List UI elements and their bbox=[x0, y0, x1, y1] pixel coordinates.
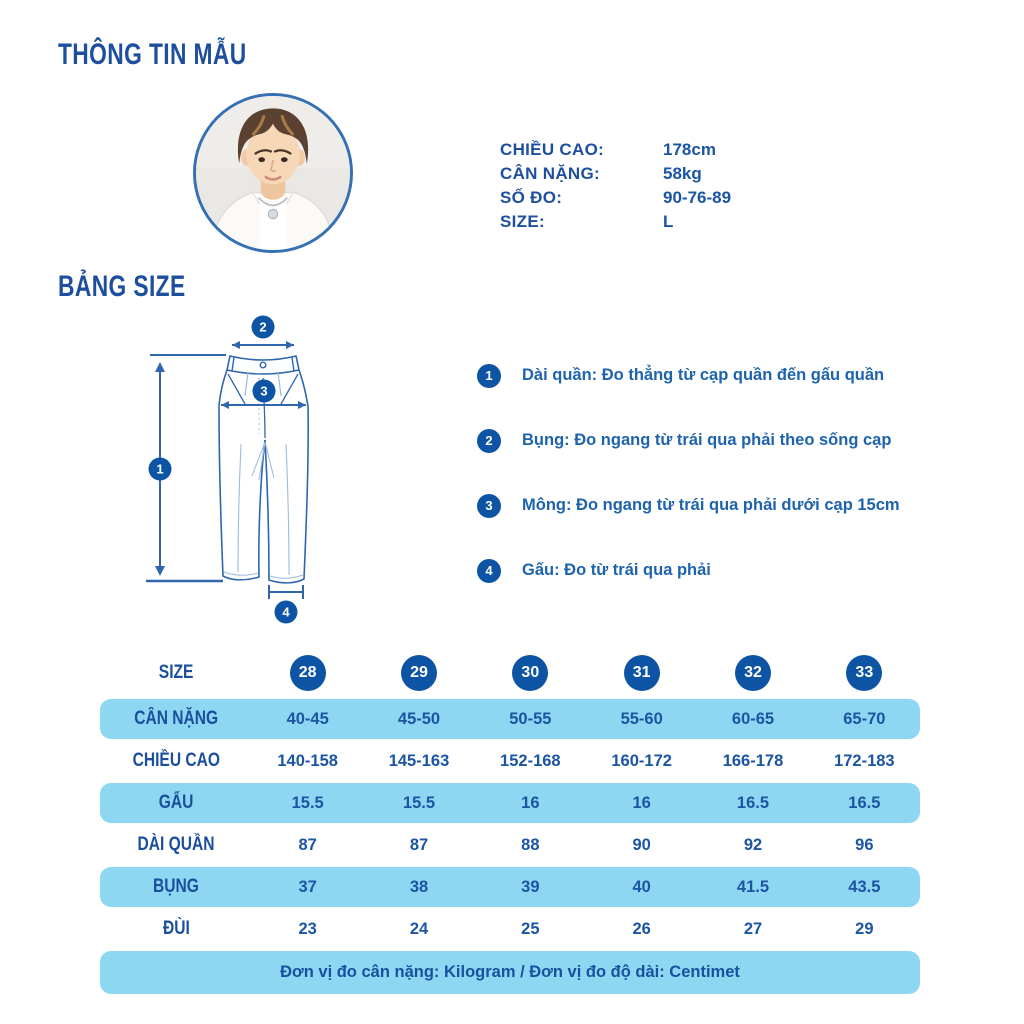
measurement-legend bbox=[477, 363, 900, 623]
diagram-marker-4 bbox=[275, 601, 298, 624]
size-chart-title bbox=[58, 270, 226, 304]
table-header-row bbox=[100, 648, 920, 698]
stat-label: SIZE: bbox=[500, 212, 545, 231]
diagram-marker-3 bbox=[253, 380, 276, 403]
table-cell: 140-158 bbox=[277, 751, 338, 770]
stat-label: CÂN NẶNG: bbox=[500, 164, 600, 183]
size-column-badge: 28 bbox=[290, 655, 326, 691]
row-label: DÀI QUẦN bbox=[137, 834, 215, 855]
table-cell: 16.5 bbox=[848, 793, 881, 812]
table-cell: 16 bbox=[632, 793, 651, 812]
legend-item-4 bbox=[477, 558, 900, 583]
size-column-badge: 32 bbox=[735, 655, 771, 691]
table-cell: 88 bbox=[521, 835, 540, 854]
diagram-marker-2 bbox=[252, 316, 275, 339]
table-cell: 60-65 bbox=[731, 709, 775, 728]
model-info-title bbox=[58, 38, 306, 72]
table-cell: 37 bbox=[298, 877, 317, 896]
svg-text:4: 4 bbox=[282, 604, 290, 620]
pants-measurement-diagram bbox=[128, 308, 358, 630]
table-row-waist bbox=[100, 867, 920, 907]
size-column-badge: 31 bbox=[624, 655, 660, 691]
row-label: BỤNG bbox=[153, 876, 199, 897]
table-cell: 92 bbox=[743, 835, 763, 854]
table-cell: 65-70 bbox=[843, 709, 886, 728]
table-cell: 145-163 bbox=[388, 751, 450, 770]
svg-text:1: 1 bbox=[156, 461, 164, 477]
table-cell: 160-172 bbox=[611, 751, 672, 770]
stat-value: 178cm bbox=[663, 140, 716, 159]
model-stats bbox=[500, 138, 731, 234]
legend-item-3 bbox=[477, 493, 900, 518]
table-cell: 23 bbox=[298, 919, 317, 938]
size-column-badge: 30 bbox=[512, 655, 548, 691]
stat-label: CHIỀU CAO: bbox=[500, 140, 605, 159]
table-cell: 87 bbox=[409, 835, 429, 854]
size-chart-title-text: BẢNG SIZE bbox=[58, 270, 186, 303]
table-row-hem bbox=[100, 783, 920, 823]
table-cell: 26 bbox=[632, 919, 651, 938]
stat-value: 58kg bbox=[663, 164, 702, 183]
table-cell: 43.5 bbox=[848, 877, 881, 896]
table-cell: 40-45 bbox=[286, 709, 329, 728]
diagram-marker-1 bbox=[149, 458, 172, 481]
table-cell: 90 bbox=[632, 835, 651, 854]
row-label: ĐÙI bbox=[162, 918, 190, 939]
stat-row-measurements bbox=[500, 186, 731, 210]
units-note: Đơn vị đo cân nặng: Kilogram / Đơn vị đo độ dài: Centimet bbox=[100, 951, 920, 994]
model-photo bbox=[193, 93, 353, 253]
table-cell: 40 bbox=[632, 877, 651, 896]
table-cell: 96 bbox=[855, 835, 874, 854]
row-label: GẤU bbox=[158, 792, 194, 813]
stat-label: SỐ ĐO: bbox=[500, 188, 563, 207]
stat-value: 90-76-89 bbox=[663, 188, 732, 207]
size-column-badge: 33 bbox=[846, 655, 882, 691]
svg-text:3: 3 bbox=[260, 383, 268, 399]
stat-row-weight bbox=[500, 162, 731, 186]
table-row-thigh bbox=[100, 908, 920, 950]
table-row-height bbox=[100, 740, 920, 782]
table-cell: 166-178 bbox=[722, 751, 784, 770]
table-cell: 24 bbox=[409, 919, 429, 938]
table-cell: 29 bbox=[855, 919, 874, 938]
model-info-title-text: THÔNG TIN MẪU bbox=[58, 38, 247, 71]
table-cell: 50-55 bbox=[509, 709, 552, 728]
table-cell: 55-60 bbox=[620, 709, 663, 728]
table-cell: 25 bbox=[521, 919, 540, 938]
table-cell: 41.5 bbox=[736, 877, 770, 896]
table-row-length bbox=[100, 824, 920, 866]
size-header-label: SIZE bbox=[158, 662, 194, 683]
table-row-weight bbox=[100, 699, 920, 739]
table-cell: 16.5 bbox=[736, 793, 770, 812]
legend-number-badge: 1 bbox=[477, 364, 501, 388]
table-cell: 15.5 bbox=[291, 793, 324, 812]
stat-row-size bbox=[500, 210, 731, 234]
table-cell: 15.5 bbox=[402, 793, 436, 812]
table-cell: 45-50 bbox=[397, 709, 441, 728]
table-cell: 172-183 bbox=[834, 751, 895, 770]
legend-number-badge: 3 bbox=[477, 494, 501, 518]
table-cell: 27 bbox=[743, 919, 763, 938]
table-cell: 38 bbox=[409, 877, 429, 896]
legend-text: Mông: Đo ngang từ trái qua phải dưới cạp 15cm bbox=[522, 496, 900, 514]
table-cell: 16 bbox=[521, 793, 540, 812]
legend-text: Dài quần: Đo thẳng từ cạp quần đến gấu quần bbox=[522, 366, 885, 384]
table-cell: 152-168 bbox=[500, 751, 561, 770]
size-table bbox=[100, 648, 920, 994]
stat-row-height bbox=[500, 138, 731, 162]
legend-text: Bụng: Đo ngang từ trái qua phải theo sống cạp bbox=[522, 431, 892, 449]
row-label: CÂN NẶNG bbox=[134, 708, 218, 729]
stat-value: L bbox=[663, 212, 674, 231]
legend-text: Gấu: Đo từ trái qua phải bbox=[522, 561, 711, 579]
legend-number-badge: 2 bbox=[477, 429, 501, 453]
legend-item-2 bbox=[477, 428, 900, 453]
svg-text:2: 2 bbox=[259, 319, 267, 335]
legend-number-badge: 4 bbox=[477, 559, 501, 583]
table-cell: 87 bbox=[298, 835, 317, 854]
legend-item-1 bbox=[477, 363, 900, 388]
table-cell: 39 bbox=[521, 877, 540, 896]
model-portrait-illustration bbox=[196, 96, 350, 250]
row-label: CHIỀU CAO bbox=[132, 750, 220, 771]
size-column-badge: 29 bbox=[401, 655, 437, 691]
